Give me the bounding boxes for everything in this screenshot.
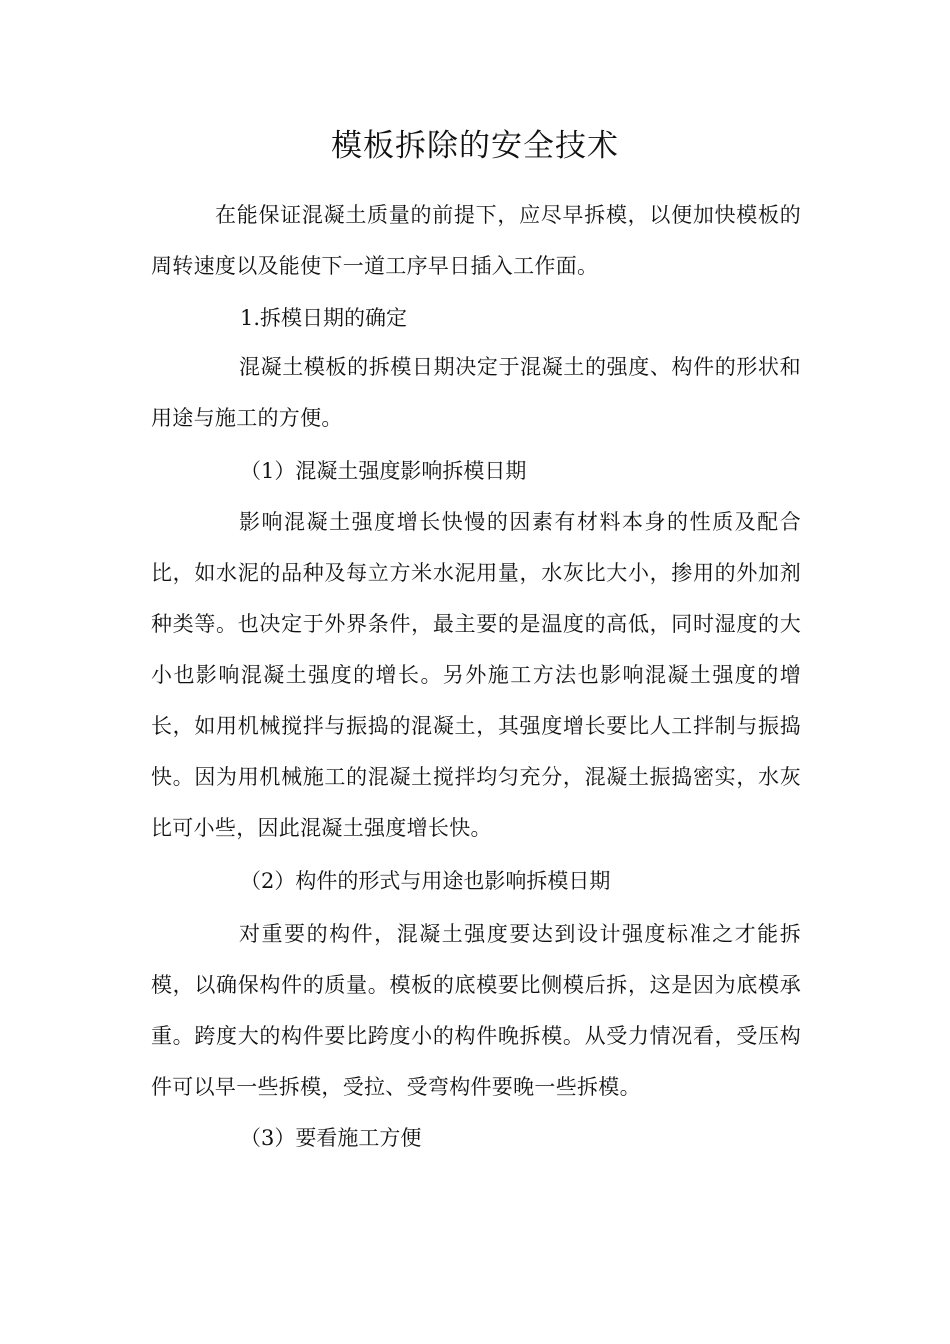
document-title: 模板拆除的安全技术 bbox=[331, 128, 619, 164]
item-2-paragraph: 对重要的构件，混凝土强度要达到设计强度标准之才能拆模，以确保构件的质量。模板的底模要比侧模后拆，这是因为底模承重。跨度大的构件要比跨度小的构件晚拆模。从受力情况看，受压构件可以早一些拆模，受拉、受弯构件要晚一些拆模。 bbox=[151, 922, 801, 1099]
intro-paragraph: 在能保证混凝土质量的前提下，应尽早拆模，以便加快模板的周转速度以及能使下一道工序早日插入工作面。 bbox=[151, 203, 801, 278]
item-heading-1: （1）混凝土强度影响拆模日期 bbox=[240, 459, 527, 483]
item-1-paragraph: 影响混凝土强度增长快慢的因素有材料本身的性质及配合比，如水泥的品种及每立方米水泥用量，水灰比大小，掺用的外加剂种类等。也决定于外界条件，最主要的是温度的高低，同时湿度的大小也影响混凝土强度的增长。另外施工方法也影响混凝土强度的增长，如用机械搅拌与振捣的混凝土，其强度增长要比人工拌制与振捣快。因为用机械施工的混凝土搅拌均匀充分，混凝土振捣密实，水灰比可小些，因此混凝土强度增长快。 bbox=[151, 510, 801, 840]
item-heading-2: （2）构件的形式与用途也影响拆模日期 bbox=[240, 869, 611, 893]
section-heading-1: 1.拆模日期的确定 bbox=[240, 306, 408, 330]
item-heading-3: （3）要看施工方便 bbox=[240, 1126, 422, 1150]
section-1-paragraph: 混凝土模板的拆模日期决定于混凝土的强度、构件的形状和用途与施工的方便。 bbox=[151, 355, 801, 430]
